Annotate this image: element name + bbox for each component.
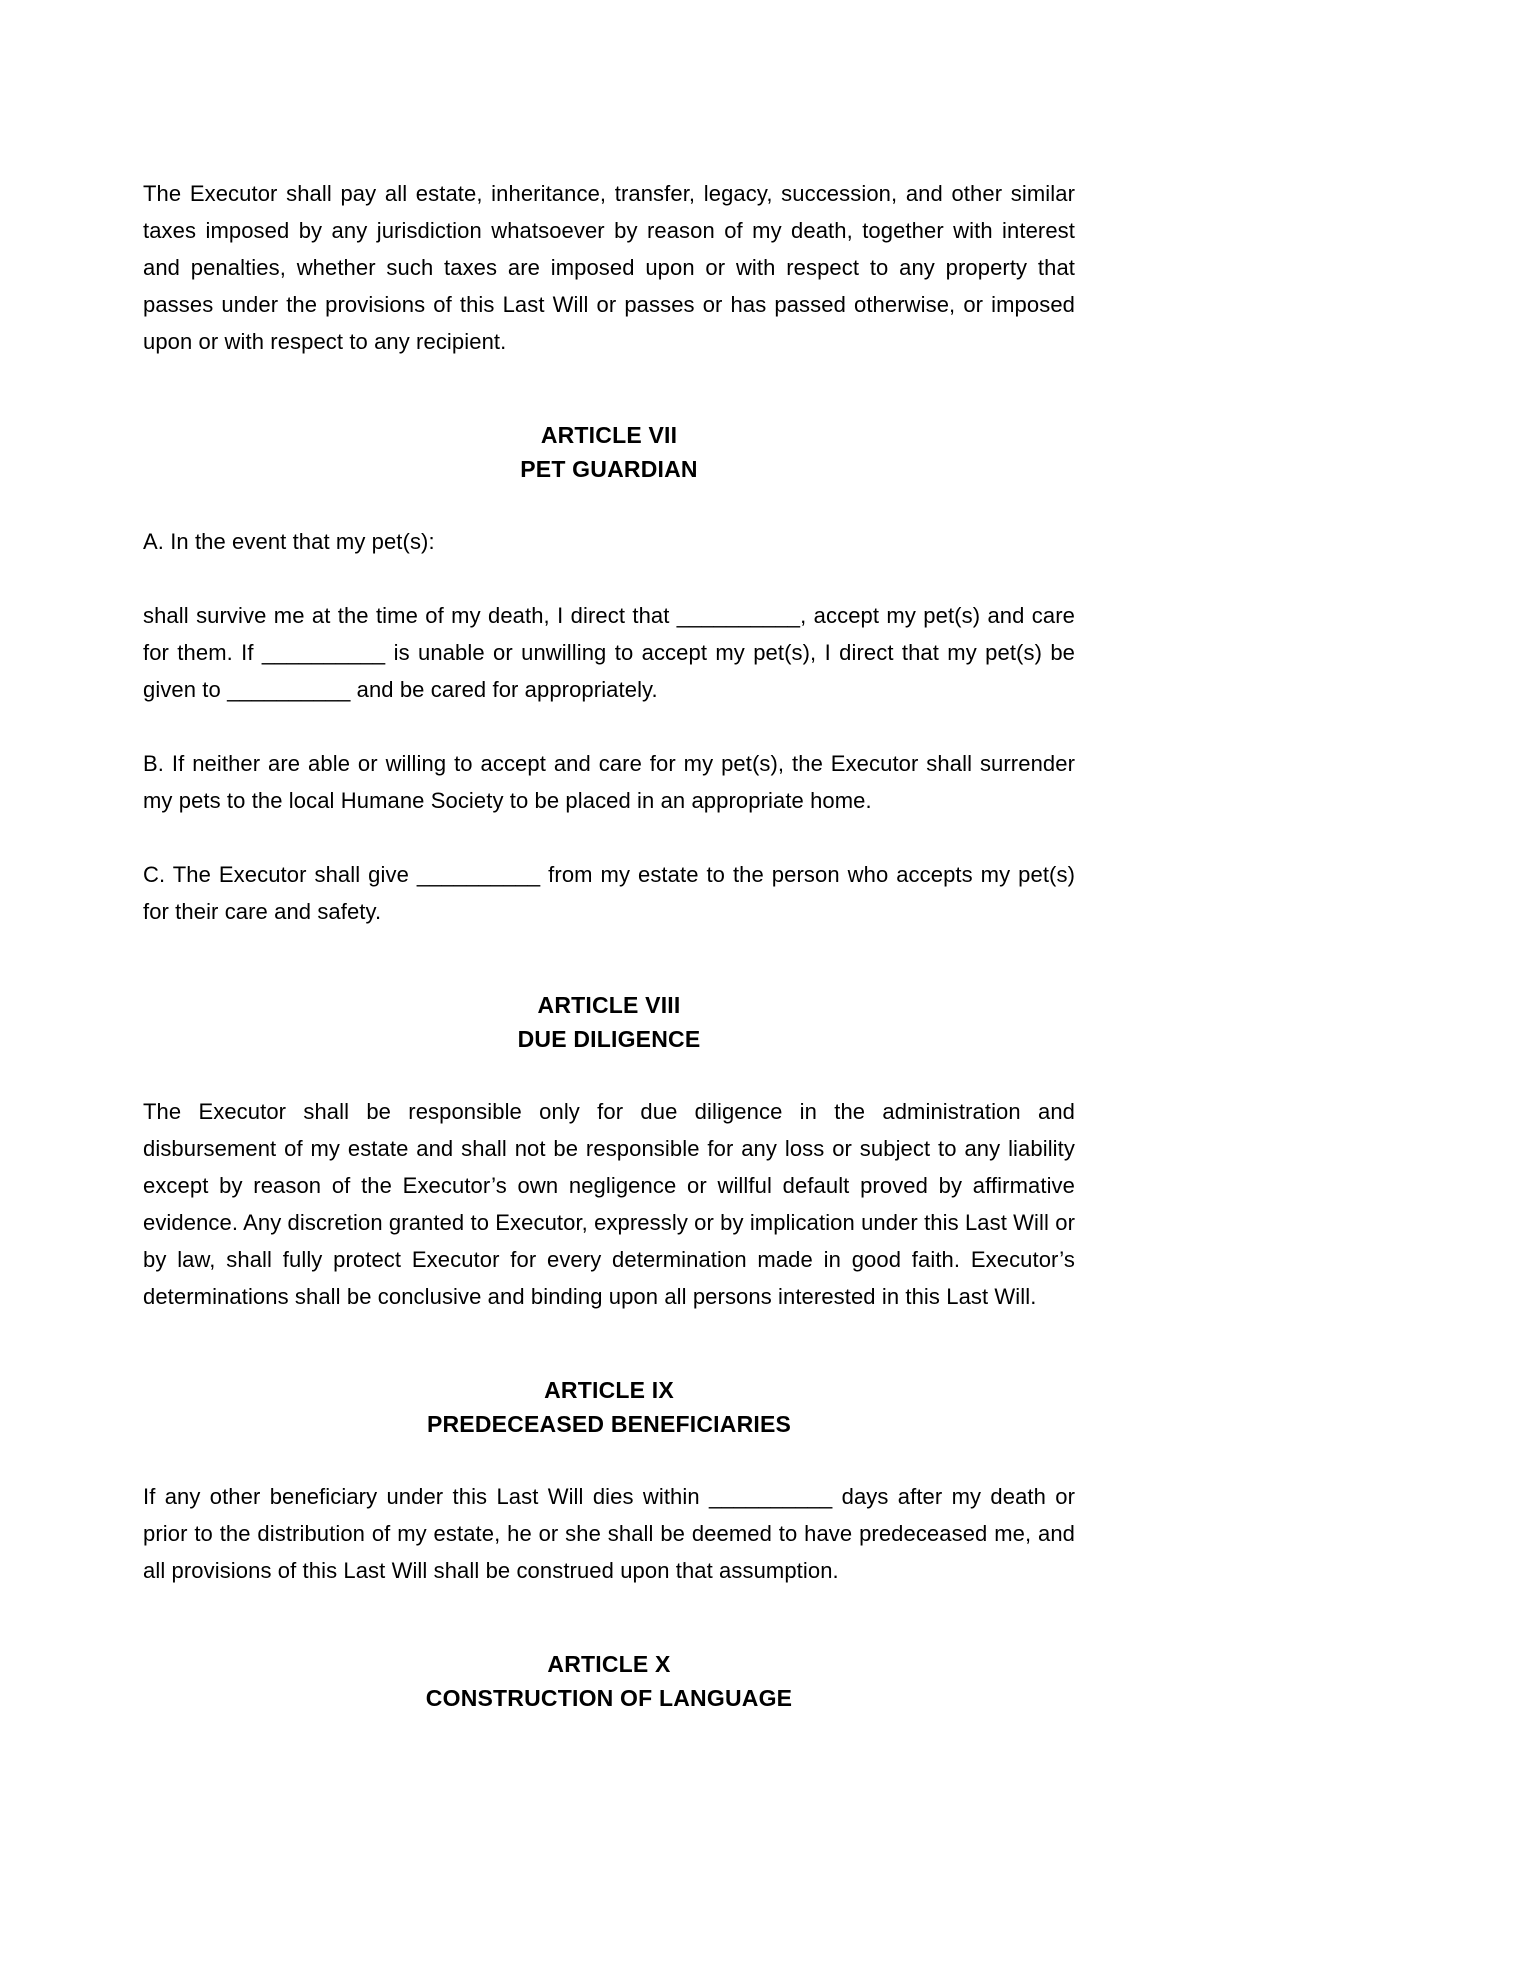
pet-clause-b: B. If neither are able or willing to accept and care for my pet(s), the Executor shall surrender my pets to the local Humane Society to be placed in an appropriate home. <box>143 751 1075 813</box>
pet-clause-c: C. The Executor shall give __________ from my estate to the person who accepts my pet(s) for their care and safety. <box>143 862 1075 924</box>
article-x-heading <box>143 1647 1075 1715</box>
due-diligence-paragraph: The Executor shall be responsible only for due diligence in the administration and disbursement of my estate and shall not be responsible for any loss or subject to any liability except by reason of the Executor’s own negligence or willful default proved by affirmative evidence. Any discretion granted to Executor, expressly or by implication under this Last Will or by law, shall fully protect Executor for every determination made in good faith. Executor’s determinations shall be conclusive and binding upon all persons interested in this Last Will. <box>143 1099 1075 1309</box>
article-viii-title: ARTICLE VIII <box>537 992 681 1018</box>
predeceased-beneficiaries-paragraph: If any other beneficiary under this Last Will dies within __________ days after my death or prior to the distribution of my estate, he or she shall be deemed to have predeceased me, and all provisions of this Last Will shall be construed upon that assumption. <box>143 1484 1075 1583</box>
article-ix-heading <box>143 1373 1075 1441</box>
article-x-title: ARTICLE X <box>547 1651 671 1677</box>
article-vii-title: ARTICLE VII <box>540 422 678 448</box>
pet-clause-a-intro: A. In the event that my pet(s): <box>143 529 435 554</box>
article-ix-title: ARTICLE IX <box>544 1377 674 1403</box>
pet-clause-a-body: shall survive me at the time of my death, I direct that __________, accept my pet(s) and care for them. If __________ is unable or unwilling to accept my pet(s), I direct that my pet(s) be given to __________ and be cared for appropriately. <box>143 603 1075 702</box>
article-x-subtitle: CONSTRUCTION OF LANGUAGE <box>425 1685 793 1711</box>
article-vii-subtitle: PET GUARDIAN <box>520 456 698 482</box>
article-vii-heading <box>143 418 1075 486</box>
article-ix-subtitle: PREDECEASED BENEFICIARIES <box>426 1411 792 1437</box>
article-viii-heading <box>143 988 1075 1056</box>
tax-payment-paragraph: The Executor shall pay all estate, inheritance, transfer, legacy, succession, and other similar taxes imposed by any jurisdiction whatsoever by reason of my death, together with interest and penalties, whether such taxes are imposed upon or with respect to any property that passes under the provisions of this Last Will or passes or has passed otherwise, or imposed upon or with respect to any recipient. <box>143 181 1075 354</box>
article-viii-subtitle: DUE DILIGENCE <box>517 1026 701 1052</box>
